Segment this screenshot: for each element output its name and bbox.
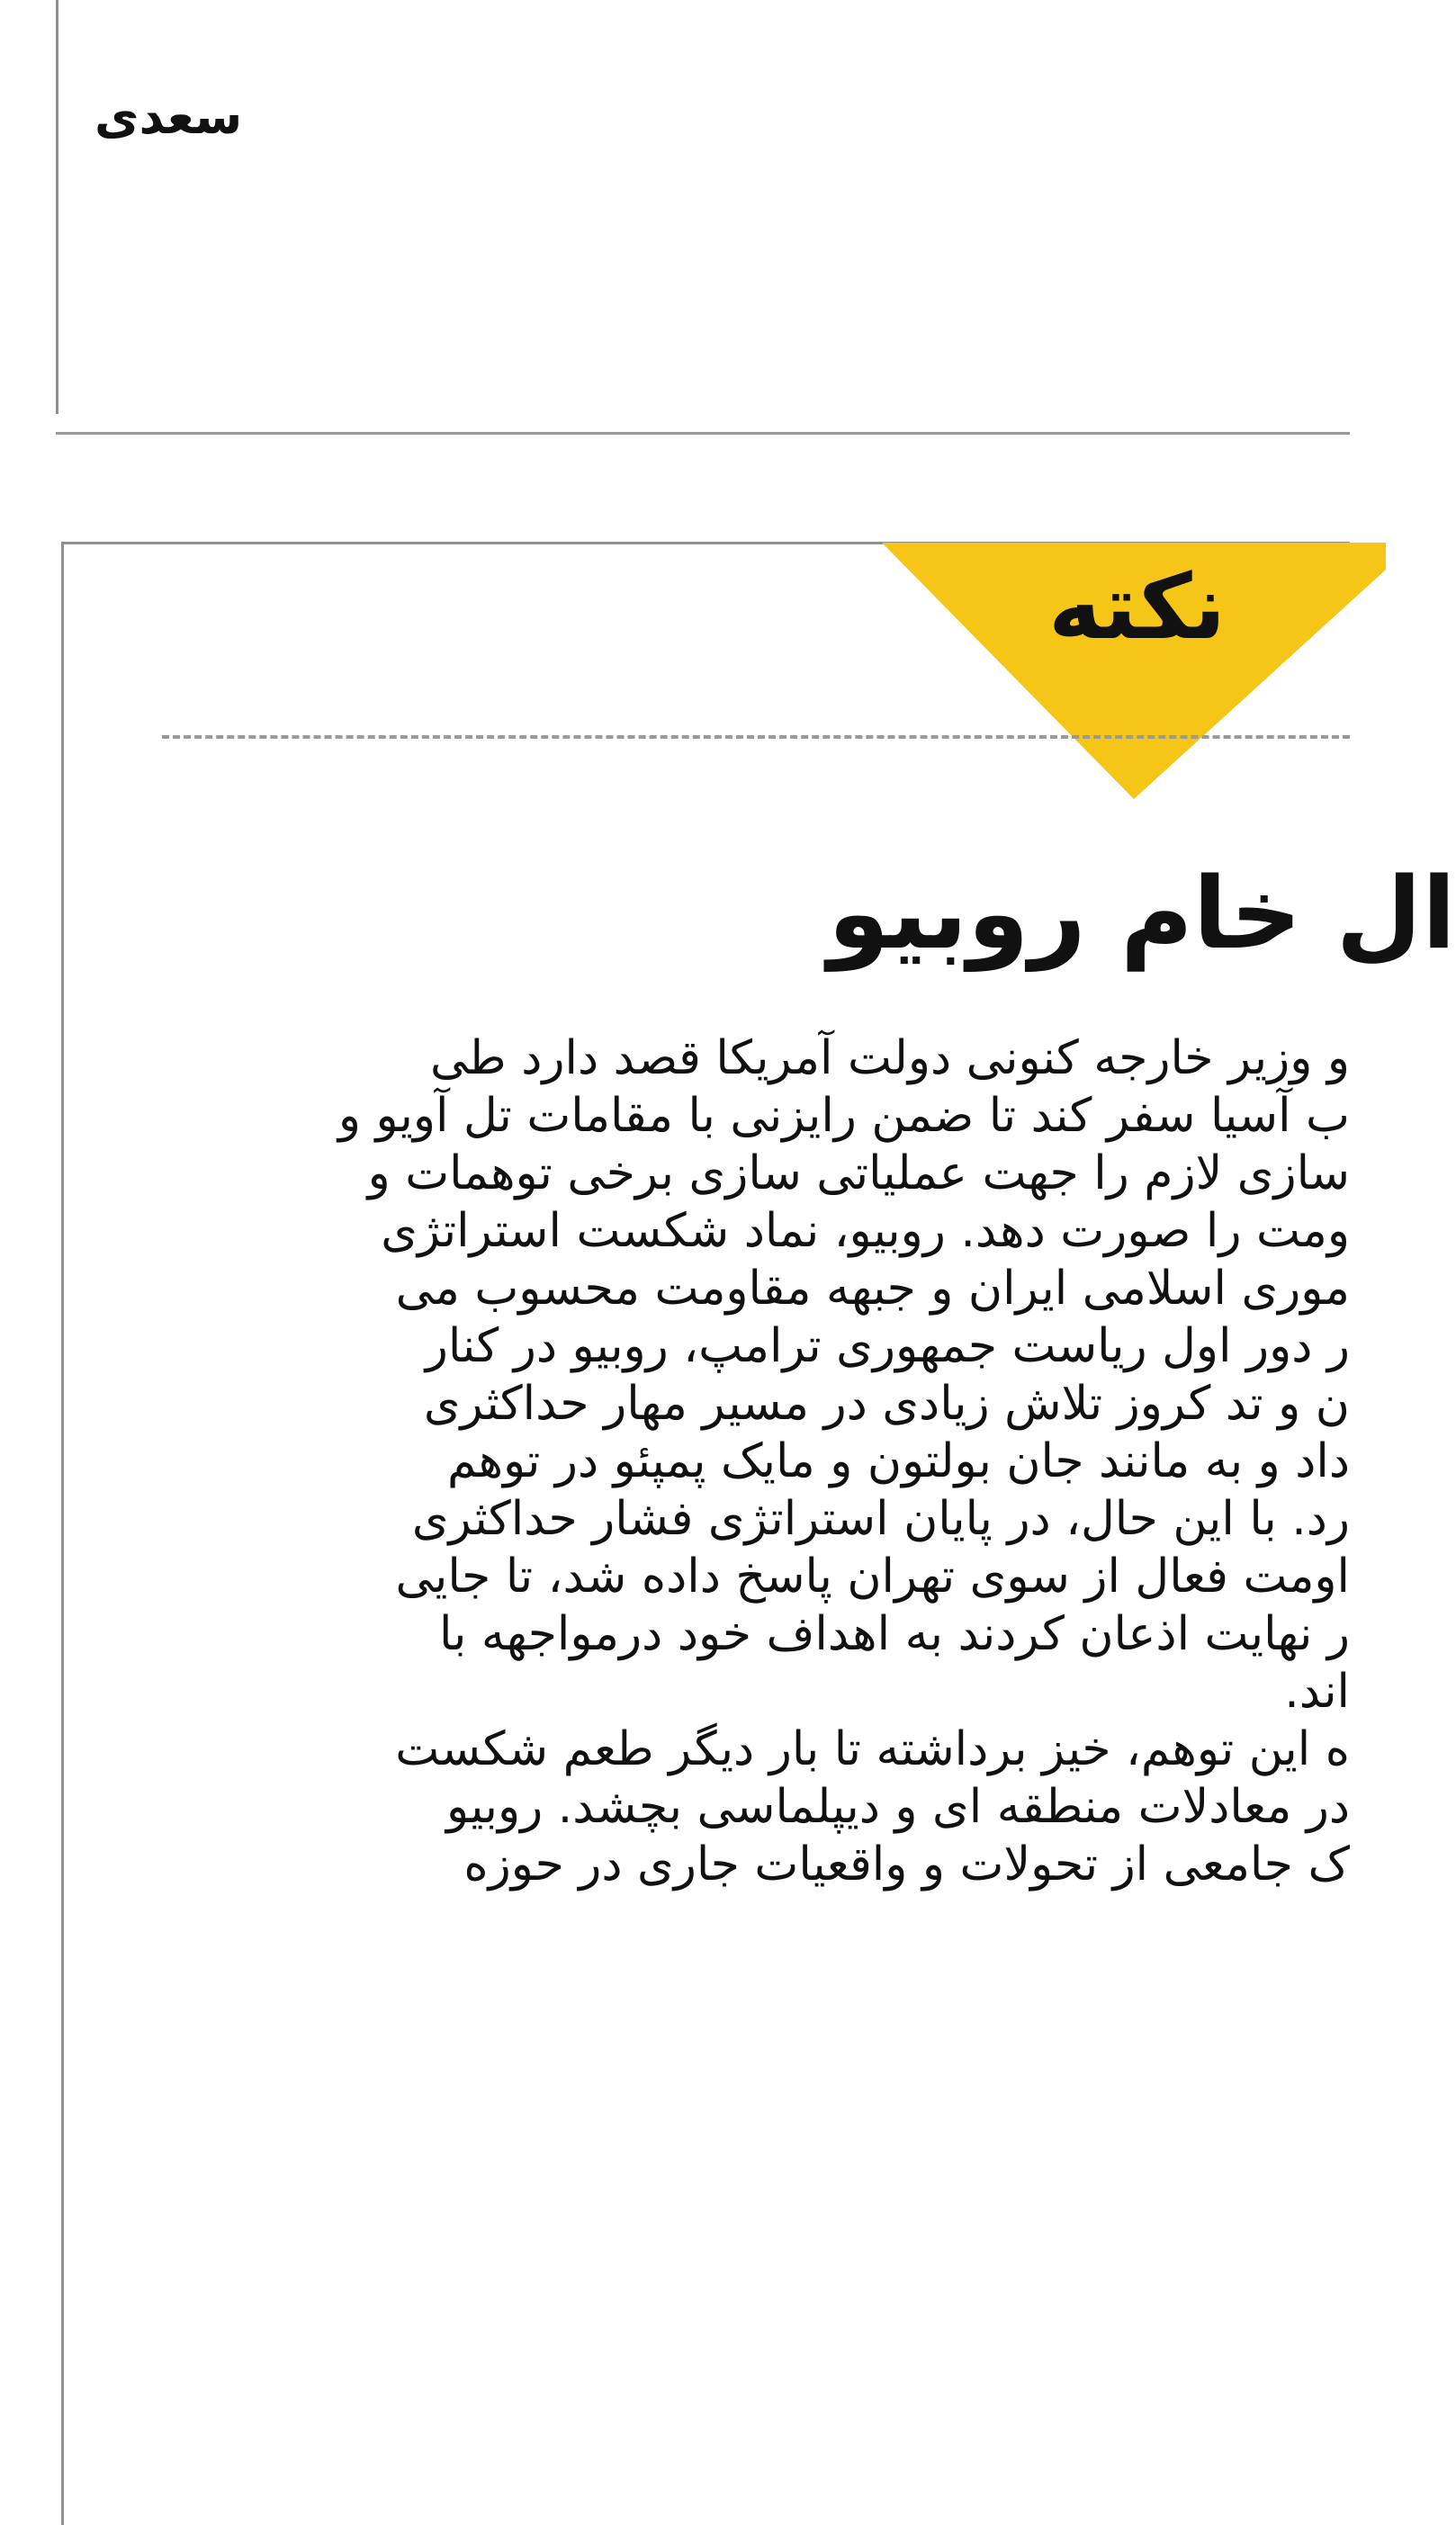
dashed-divider bbox=[162, 735, 1350, 739]
author-box bbox=[56, 0, 1350, 414]
article-body bbox=[126, 1031, 1350, 1899]
body-line: ن و تد کروز تلاش زیادی در مسیر مهار حداکثری bbox=[423, 1377, 1350, 1431]
body-line: داد و به مانند جان بولتون و مایک پمپئو در توهم bbox=[446, 1434, 1350, 1488]
body-line: و وزیر خارجه کنونی دولت آمریکا قصد دارد طی bbox=[429, 1031, 1350, 1085]
headline-text: ال خام روبیو bbox=[828, 856, 1456, 971]
body-line: اند. bbox=[1284, 1665, 1350, 1719]
body-line: رد. با این حال، در پایان استراتژی فشار حداکثری bbox=[411, 1492, 1350, 1546]
body-line: سازی لازم را جهت عملیاتی سازی برخی توهمات و bbox=[367, 1146, 1350, 1200]
body-line: ر نهایت اذعان کردند به اهداف خود درمواجهه با bbox=[439, 1607, 1350, 1661]
body-line: ب آسیا سفر کند تا ضمن رایزنی با مقامات تل آویو و bbox=[337, 1089, 1350, 1143]
body-line: اومت فعال از سوی تهران پاسخ داده شد، تا جایی bbox=[395, 1550, 1350, 1604]
body-line: ر دور اول ریاست جمهوری ترامپ، روبیو در کنار bbox=[425, 1319, 1350, 1373]
body-line: در معادلات منطقه ای و دیپلماسی بچشد. روبیو bbox=[445, 1780, 1350, 1834]
section-divider bbox=[56, 432, 1350, 435]
body-line: موری اسلامی ایران و جبهه مقاومت محسوب می bbox=[395, 1262, 1350, 1316]
note-badge-label: نکته bbox=[1048, 554, 1227, 660]
body-line: ه این توهم، خیز برداشته تا بار دیگر طعم شکست bbox=[395, 1722, 1350, 1776]
article-headline bbox=[90, 856, 1456, 971]
author-name: سعدی bbox=[94, 88, 243, 145]
body-line: ومت را صورت دهد. روبیو، نماد شکست استراتژی bbox=[381, 1204, 1350, 1258]
body-line: ک جامعی از تحولات و واقعیات جاری در حوزه bbox=[463, 1838, 1350, 1892]
